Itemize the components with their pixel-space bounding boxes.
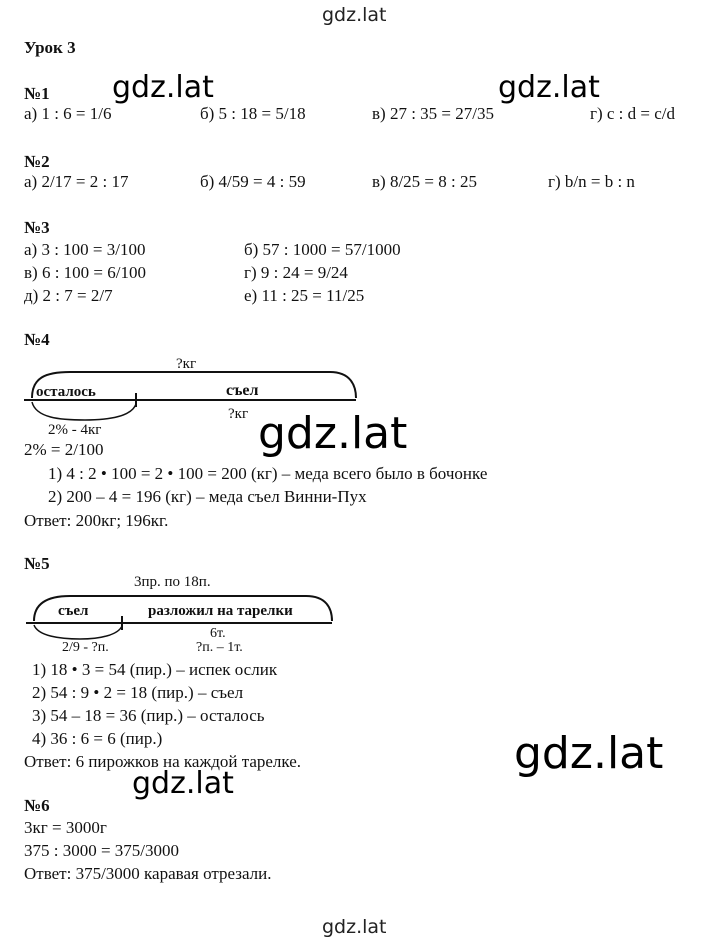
ex3-number: №3 <box>24 218 50 237</box>
watermark-overlay: gdz.lat <box>132 766 234 801</box>
ex3-item-e: е) 11 : 25 = 11/25 <box>244 286 365 305</box>
ex5-line: 1) 18 • 3 = 54 (пир.) – испек ослик <box>32 660 278 679</box>
ex1-item-b: б) 5 : 18 = 5/18 <box>200 104 306 123</box>
ex1-item-a: а) 1 : 6 = 1/6 <box>24 104 112 123</box>
ex4-line: 1) 4 : 2 • 100 = 2 • 100 = 200 (кг) – меда всего было в бочонке <box>48 464 488 483</box>
ex3-item-b: б) 57 : 1000 = 57/1000 <box>244 240 401 259</box>
ex4-diagram-right-label: съел <box>226 382 259 399</box>
watermark-bottom: gdz.lat <box>322 916 387 938</box>
ex4-diagram-left-label: осталось <box>36 384 96 400</box>
watermark-overlay: gdz.lat <box>112 70 214 105</box>
watermark-overlay: gdz.lat <box>514 728 664 779</box>
ex5-diagram-below-right-2: ?п. – 1т. <box>196 640 243 655</box>
ex1-number: №1 <box>24 84 50 103</box>
ex5-answer: Ответ: 6 пирожков на каждой тарелке. <box>24 752 302 771</box>
lesson-title: Урок 3 <box>24 38 76 57</box>
ex4-line: 2% = 2/100 <box>24 440 104 459</box>
ex2-item-g: г) b/n = b : n <box>548 172 635 191</box>
ex2-item-b: б) 4/59 = 4 : 59 <box>200 172 306 191</box>
ex5-diagram-right-label: разложил на тарелки <box>148 603 293 619</box>
ex4-diagram-below-left: 2% - 4кг <box>48 422 102 438</box>
ex3-item-v: в) 6 : 100 = 6/100 <box>24 263 146 282</box>
ex5-diagram-top-label: 3пр. по 18п. <box>134 574 211 590</box>
ex5-diagram-below-right-1: 6т. <box>210 626 226 641</box>
ex3-item-g: г) 9 : 24 = 9/24 <box>244 263 348 282</box>
ex5-number: №5 <box>24 554 50 573</box>
ex6-line: 3кг = 3000г <box>24 818 107 837</box>
ex3-item-d: д) 2 : 7 = 2/7 <box>24 286 113 305</box>
ex5-line: 4) 36 : 6 = 6 (пир.) <box>32 729 163 748</box>
ex2-item-a: а) 2/17 = 2 : 17 <box>24 172 129 191</box>
ex4-line: 2) 200 – 4 = 196 (кг) – меда съел Винни-Пух <box>48 487 367 506</box>
ex1-item-v: в) 27 : 35 = 27/35 <box>372 104 494 123</box>
ex6-number: №6 <box>24 796 50 815</box>
watermark-overlay: gdz.lat <box>258 408 408 459</box>
watermark-top: gdz.lat <box>322 4 387 26</box>
ex2-item-v: в) 8/25 = 8 : 25 <box>372 172 477 191</box>
ex2-number: №2 <box>24 152 50 171</box>
ex4-number: №4 <box>24 330 50 349</box>
ex1-item-g: г) c : d = c/d <box>590 104 676 123</box>
ex3-item-a: а) 3 : 100 = 3/100 <box>24 240 146 259</box>
ex4-answer: Ответ: 200кг; 196кг. <box>24 511 169 530</box>
watermark-overlay: gdz.lat <box>498 70 600 105</box>
ex6-line: 375 : 3000 = 375/3000 <box>24 841 180 860</box>
ex4-diagram-below-right: ?кг <box>228 406 249 422</box>
ex5-line: 2) 54 : 9 • 2 = 18 (пир.) – съел <box>32 683 244 702</box>
ex6-answer: Ответ: 375/3000 каравая отрезали. <box>24 864 272 883</box>
ex4-diagram-top-label: ?кг <box>176 356 197 372</box>
ex5-diagram-left-label: съел <box>58 603 89 619</box>
ex5-line: 3) 54 – 18 = 36 (пир.) – осталось <box>32 706 265 725</box>
ex5-diagram-below-left: 2/9 - ?п. <box>62 640 109 655</box>
